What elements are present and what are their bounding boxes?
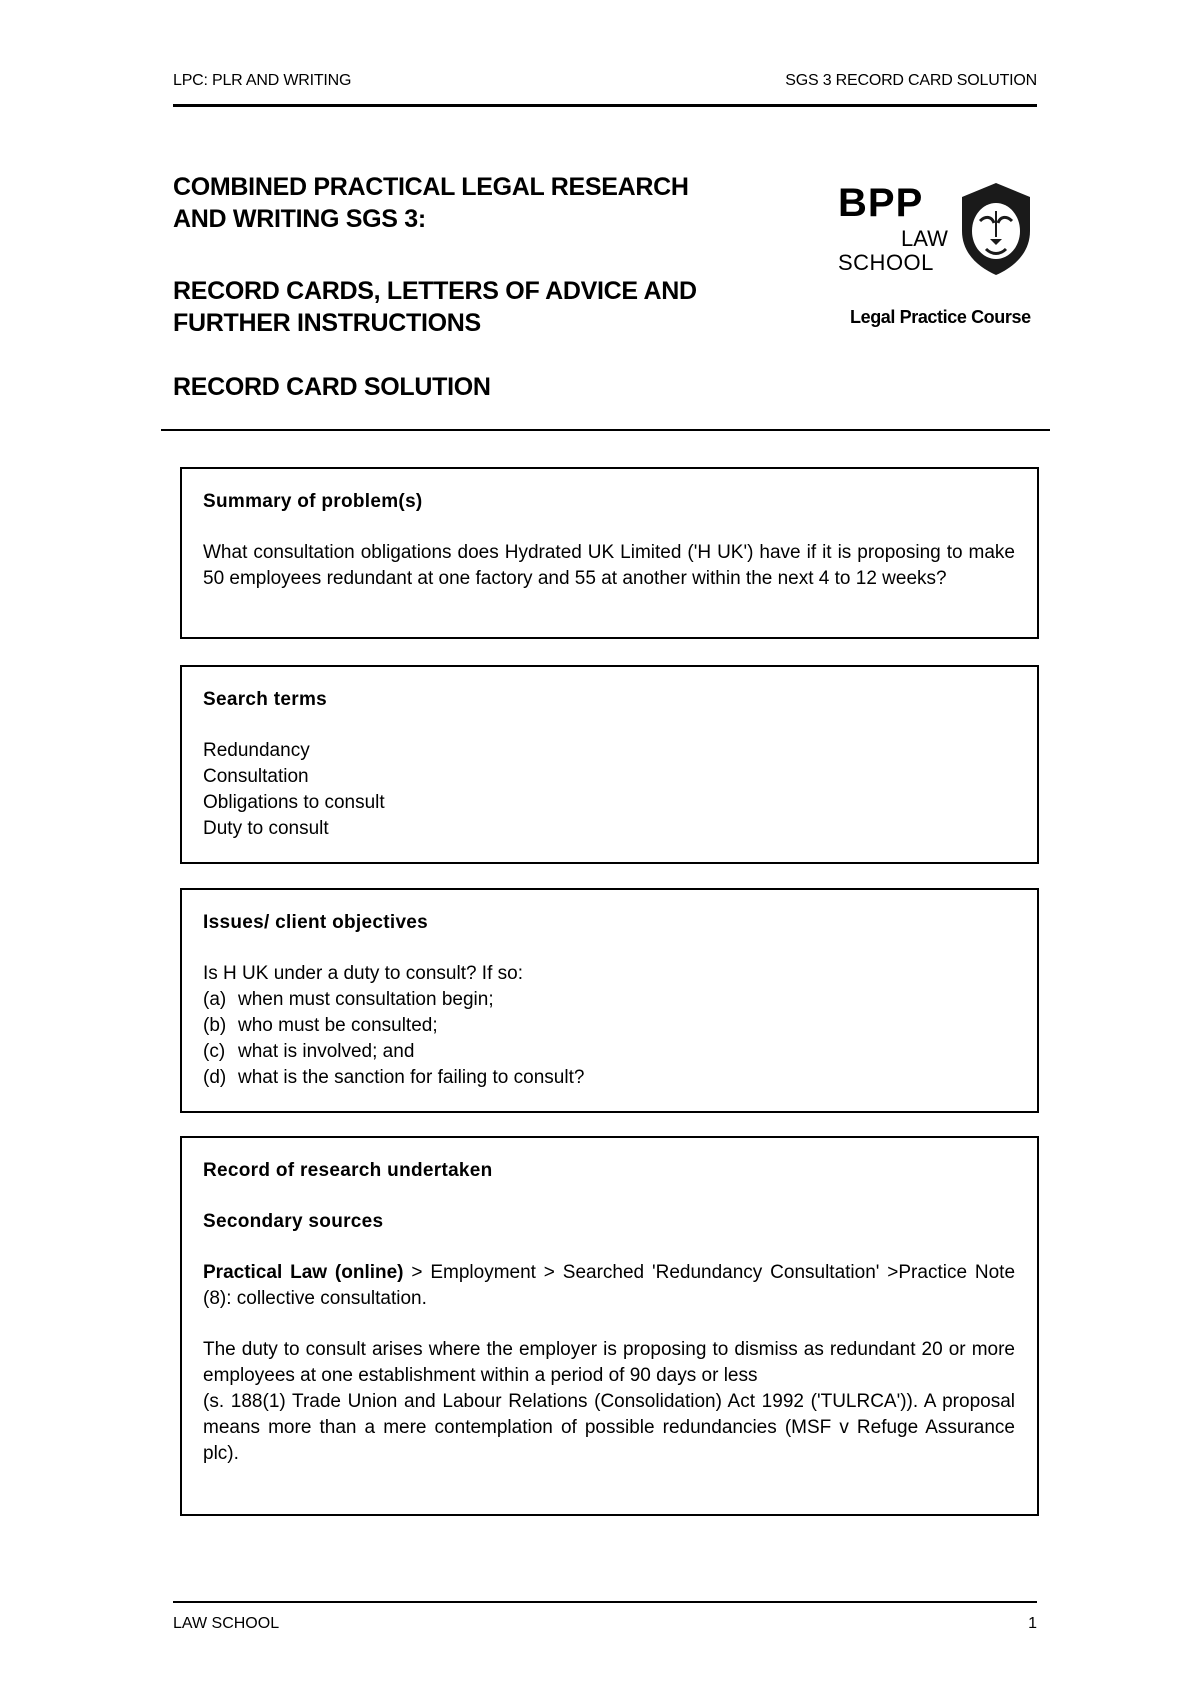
source-citation — [203, 1260, 1015, 1312]
research-paragraph: (s. 188(1) Trade Union and Labour Relations (Consolidation) Act 1992 ('TULRCA')). A proposal means more than a mere contemplation of possible redundancies (MSF v Refuge Assurance plc). — [203, 1391, 1015, 1464]
issue-item: (d) what is the sanction for failing to consult? — [203, 1067, 585, 1088]
header-rule — [173, 104, 1037, 107]
header-left: LPC: PLR AND WRITING — [173, 72, 352, 89]
summary-box — [180, 467, 1039, 639]
research-box — [180, 1136, 1039, 1516]
issue-item: (a) when must consultation begin; — [203, 989, 494, 1010]
course-label: Legal Practice Course — [850, 307, 1031, 327]
issues-heading: Issues/ client objectives — [203, 912, 429, 933]
source-path: > Employment > Searched 'Redundancy Consultation' >Practice Note (8): collective consultation. — [203, 1262, 1016, 1309]
issue-item: (b) who must be consulted; — [203, 1015, 438, 1036]
title-block — [173, 171, 813, 403]
page-title-main: COMBINED PRACTICAL LEGAL RESEARCH AND WRITING SGS 3: — [173, 173, 689, 233]
source-name: Practical Law (online) — [203, 1262, 404, 1283]
search-term: Consultation — [203, 766, 309, 787]
search-heading: Search terms — [203, 689, 328, 710]
logo-school: SCHOOL — [838, 250, 934, 275]
bpp-law-school-logo — [838, 181, 1038, 291]
summary-heading: Summary of problem(s) — [203, 491, 423, 512]
research-paragraph: The duty to consult arises where the employer is proposing to dismiss as redundant 20 or more employees at one establishment within a period of 90 days or less — [203, 1339, 1015, 1386]
running-header — [173, 72, 1037, 90]
page-title-subtitle: RECORD CARDS, LETTERS OF ADVICE AND FURTHER INSTRUCTIONS — [173, 277, 697, 337]
search-term: Duty to consult — [203, 818, 329, 839]
lion-shield-icon — [956, 181, 1036, 277]
issues-box — [180, 888, 1039, 1113]
search-term: Obligations to consult — [203, 792, 385, 813]
search-term: Redundancy — [203, 740, 310, 761]
logo-bpp: BPP — [838, 181, 924, 225]
footer-left: LAW SCHOOL — [173, 1615, 280, 1632]
title-rule — [161, 429, 1050, 431]
issue-item: (c) what is involved; and — [203, 1041, 415, 1062]
search-terms-box — [180, 665, 1039, 864]
page-title-solution: RECORD CARD SOLUTION — [173, 373, 491, 401]
footer-rule — [173, 1601, 1037, 1603]
header-right: SGS 3 RECORD CARD SOLUTION — [785, 72, 1037, 89]
logo-law: LAW — [901, 226, 948, 251]
issues-intro: Is H UK under a duty to consult? If so: — [203, 963, 523, 984]
footer — [173, 1615, 1037, 1633]
page-number: 1 — [1028, 1615, 1037, 1632]
summary-text: What consultation obligations does Hydrated UK Limited ('H UK') have if it is proposing to make 50 employees redundant at one factory and 55 at another within the next 4 to 12 weeks? — [203, 542, 1015, 589]
secondary-sources-heading: Secondary sources — [203, 1211, 384, 1232]
research-heading: Record of research undertaken — [203, 1160, 493, 1181]
